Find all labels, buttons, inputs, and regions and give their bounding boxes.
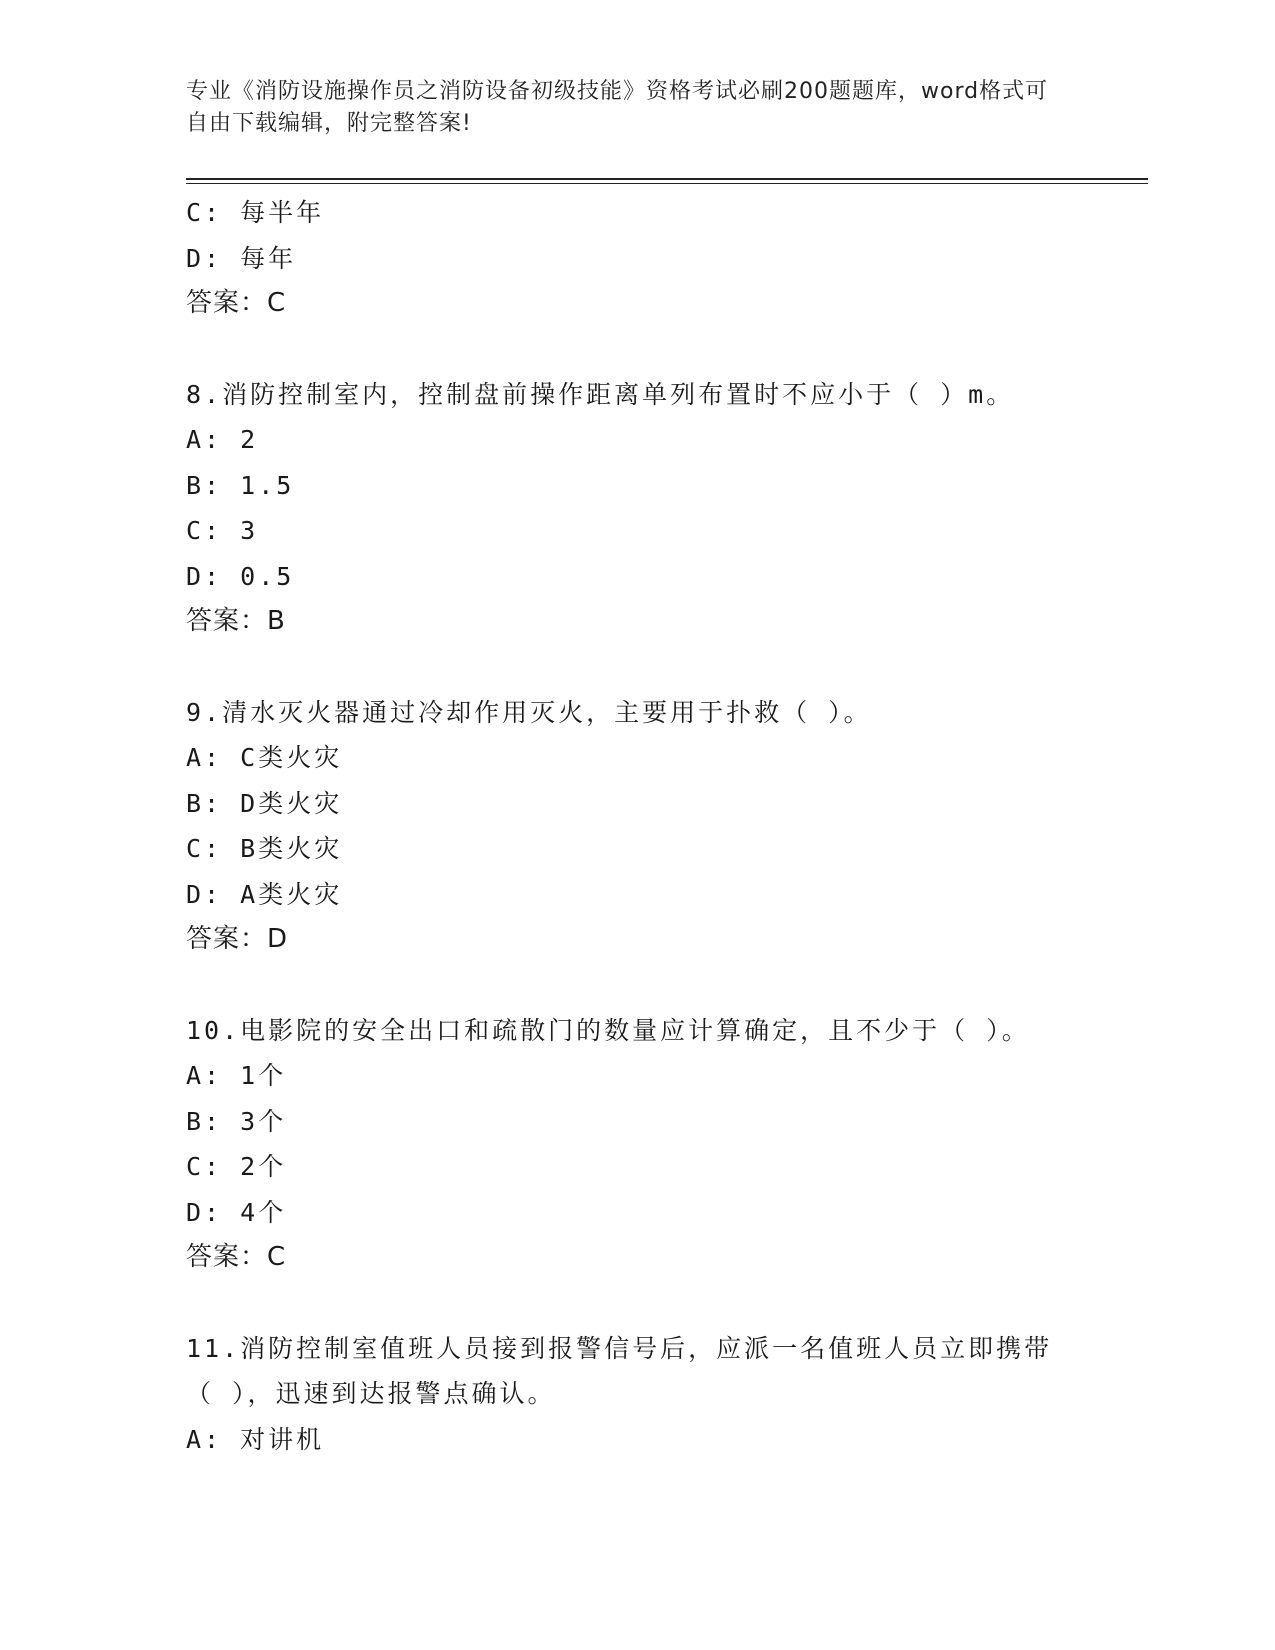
question-9 xyxy=(186,690,1086,963)
option-a: A: 对讲机 xyxy=(186,1424,325,1454)
question-11 xyxy=(186,1326,1086,1463)
question-list xyxy=(186,190,1086,1462)
question-stem: 8.消防控制室内，控制盘前操作距离单列布置时不应小于（ ）m。 xyxy=(186,379,1015,409)
option-c: C: 2个 xyxy=(186,1152,287,1181)
answer-line: 答案：C xyxy=(186,288,287,318)
option-c: C: 3 xyxy=(186,516,259,545)
option-d: D: 0.5 xyxy=(186,561,295,591)
question-10 xyxy=(186,1008,1086,1281)
option-d: D: 4个 xyxy=(186,1197,287,1227)
answer-line: 答案：B xyxy=(186,606,286,636)
option-a: A: 2 xyxy=(186,425,259,454)
option-d: D: 每年 xyxy=(186,243,297,273)
answer-line: 答案：D xyxy=(186,924,289,954)
option-a: A: 1个 xyxy=(186,1061,287,1090)
option-b: B: D类火灾 xyxy=(186,788,343,818)
question-stem: 10.电影院的安全出口和疏散门的数量应计算确定，且不少于（ ）。 xyxy=(186,1015,1030,1045)
document-header: 专业《消防设施操作员之消防设备初级技能》资格考试必刷200题题库，word格式可自由下载编辑，附完整答案! xyxy=(186,79,1049,136)
answer-line: 答案：C xyxy=(186,1242,287,1272)
question-partial xyxy=(186,190,1086,327)
question-8 xyxy=(186,372,1086,645)
header-rule-thin xyxy=(186,183,1148,184)
header-rule-thick xyxy=(186,178,1148,180)
option-b: B: 1.5 xyxy=(186,470,295,500)
question-stem: 11.消防控制室值班人员接到报警信号后，应派一名值班人员立即携带（ ），迅速到达报警点确认。 xyxy=(186,1333,1053,1408)
option-c: C: 每半年 xyxy=(186,198,325,227)
option-d: D: A类火灾 xyxy=(186,879,343,909)
option-b: B: 3个 xyxy=(186,1106,287,1136)
option-c: C: B类火灾 xyxy=(186,834,343,863)
option-a: A: C类火灾 xyxy=(186,743,343,772)
question-stem: 9.清水灭火器通过冷却作用灭火，主要用于扑救（ ）。 xyxy=(186,697,872,727)
